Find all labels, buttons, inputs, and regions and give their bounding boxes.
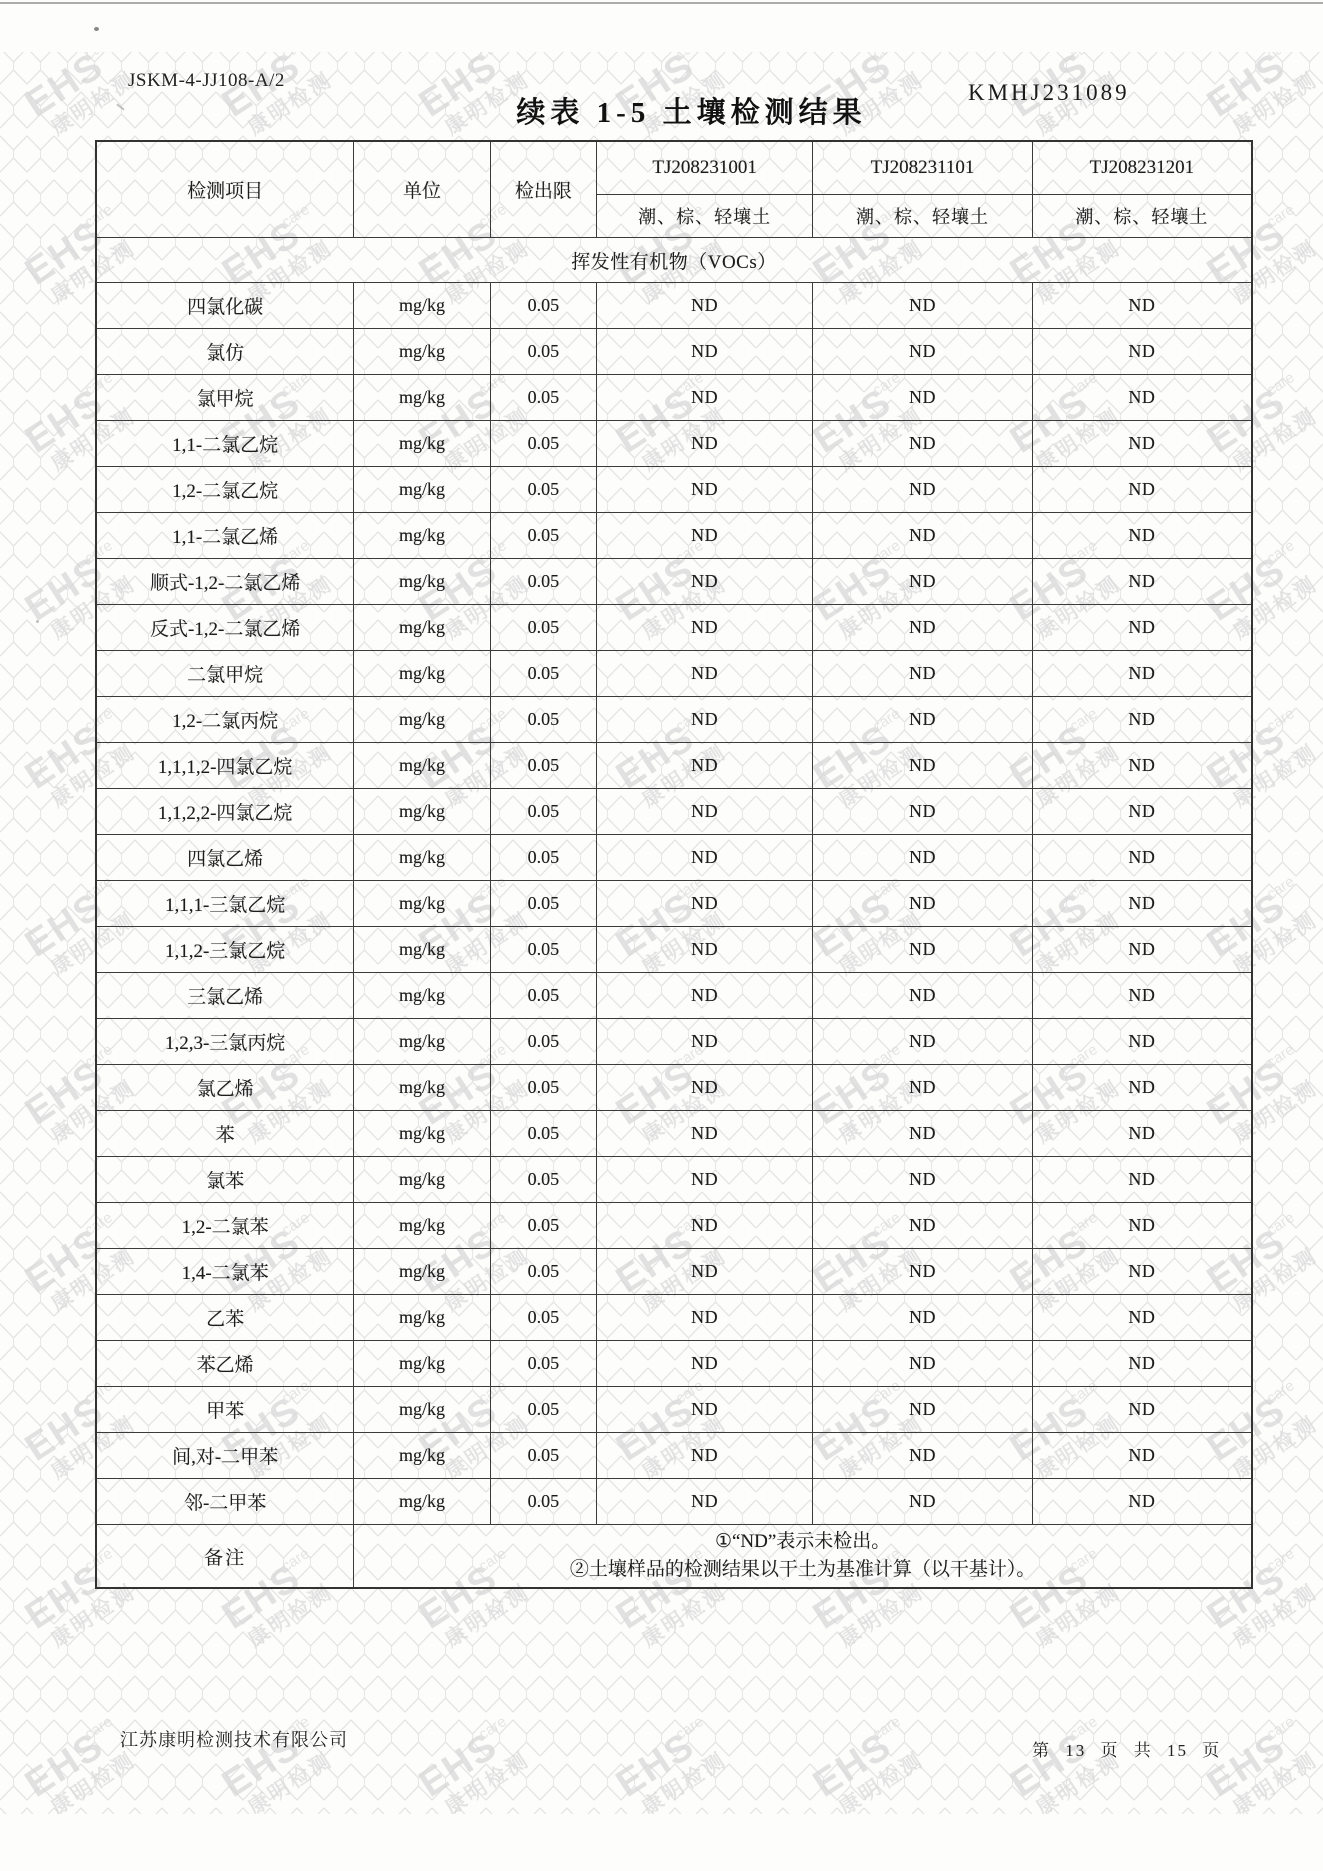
- cell-result-sample-3: ND: [1032, 1203, 1252, 1249]
- table-row: [96, 1341, 1252, 1387]
- cell-result-sample-1: ND: [597, 927, 813, 973]
- table-row: [96, 1157, 1252, 1203]
- cell-result-sample-2: ND: [813, 283, 1033, 329]
- cell-analyte-name: 1,1-二氯乙烯: [96, 513, 354, 559]
- cell-detection-limit: 0.05: [490, 1479, 596, 1525]
- cell-result-sample-3: ND: [1032, 283, 1252, 329]
- cell-result-sample-1: ND: [597, 1433, 813, 1479]
- table-row: [96, 697, 1252, 743]
- cell-result-sample-3: ND: [1032, 1341, 1252, 1387]
- cell-result-sample-1: ND: [597, 1479, 813, 1525]
- cell-unit: mg/kg: [354, 1479, 490, 1525]
- report-number: KMHJ231089: [968, 80, 1130, 105]
- cell-detection-limit: 0.05: [490, 651, 596, 697]
- cell-result-sample-1: ND: [597, 743, 813, 789]
- cell-result-sample-1: ND: [597, 1295, 813, 1341]
- cell-analyte-name: 1,1-二氯乙烷: [96, 421, 354, 467]
- cell-analyte-name: 1,1,1,2-四氯乙烷: [96, 743, 354, 789]
- cell-result-sample-1: ND: [597, 881, 813, 927]
- table-row: [96, 789, 1252, 835]
- cell-result-sample-1: ND: [597, 421, 813, 467]
- cell-unit: mg/kg: [354, 559, 490, 605]
- cell-detection-limit: 0.05: [490, 697, 596, 743]
- soil-test-results-table: [95, 140, 1253, 1589]
- table-row: [96, 1203, 1252, 1249]
- cell-result-sample-3: ND: [1032, 605, 1252, 651]
- cell-result-sample-2: ND: [813, 1479, 1033, 1525]
- cell-analyte-name: 苯乙烯: [96, 1341, 354, 1387]
- cell-detection-limit: 0.05: [490, 1157, 596, 1203]
- table-row: [96, 1065, 1252, 1111]
- cell-result-sample-2: ND: [813, 513, 1033, 559]
- cell-result-sample-2: ND: [813, 927, 1033, 973]
- cell-detection-limit: 0.05: [490, 467, 596, 513]
- cell-detection-limit: 0.05: [490, 1387, 596, 1433]
- cell-result-sample-1: ND: [597, 559, 813, 605]
- cell-result-sample-3: ND: [1032, 1065, 1252, 1111]
- cell-result-sample-3: ND: [1032, 789, 1252, 835]
- cell-analyte-name: 1,1,2-三氯乙烷: [96, 927, 354, 973]
- table-row: [96, 835, 1252, 881]
- cell-result-sample-3: ND: [1032, 881, 1252, 927]
- cell-result-sample-1: ND: [597, 605, 813, 651]
- cell-result-sample-3: ND: [1032, 1387, 1252, 1433]
- cell-detection-limit: 0.05: [490, 605, 596, 651]
- document-code: JSKM-4-JJ108-A/2: [128, 70, 285, 91]
- cell-result-sample-3: ND: [1032, 927, 1252, 973]
- cell-result-sample-2: ND: [813, 421, 1033, 467]
- table-row: [96, 651, 1252, 697]
- col-header-limit: 检出限: [490, 141, 596, 238]
- table-row: [96, 743, 1252, 789]
- cell-detection-limit: 0.05: [490, 421, 596, 467]
- cell-analyte-name: 1,1,2,2-四氯乙烷: [96, 789, 354, 835]
- table-row: [96, 1433, 1252, 1479]
- cell-analyte-name: 1,2-二氯乙烷: [96, 467, 354, 513]
- cell-result-sample-3: ND: [1032, 1479, 1252, 1525]
- cell-unit: mg/kg: [354, 743, 490, 789]
- cell-detection-limit: 0.05: [490, 513, 596, 559]
- cell-result-sample-2: ND: [813, 743, 1033, 789]
- cell-result-sample-1: ND: [597, 973, 813, 1019]
- col-header-sample-1-soil: 潮、棕、轻壤土: [597, 195, 813, 238]
- cell-analyte-name: 氯仿: [96, 329, 354, 375]
- cell-result-sample-3: ND: [1032, 513, 1252, 559]
- cell-unit: mg/kg: [354, 927, 490, 973]
- cell-analyte-name: 1,1,1-三氯乙烷: [96, 881, 354, 927]
- cell-result-sample-2: ND: [813, 605, 1033, 651]
- cell-result-sample-2: ND: [813, 1341, 1033, 1387]
- cell-result-sample-1: ND: [597, 697, 813, 743]
- remark-line-1: ①“ND”表示未检出。: [714, 1530, 891, 1552]
- header-row-samples: [96, 141, 1252, 195]
- cell-result-sample-2: ND: [813, 329, 1033, 375]
- cell-detection-limit: 0.05: [490, 1295, 596, 1341]
- cell-unit: mg/kg: [354, 421, 490, 467]
- col-header-sample-2-id: TJ208231101: [813, 141, 1033, 195]
- cell-result-sample-2: ND: [813, 375, 1033, 421]
- cell-result-sample-3: ND: [1032, 697, 1252, 743]
- cell-result-sample-3: ND: [1032, 1295, 1252, 1341]
- cell-unit: mg/kg: [354, 513, 490, 559]
- col-header-sample-2-soil: 潮、棕、轻壤土: [813, 195, 1033, 238]
- table-row: [96, 1111, 1252, 1157]
- cell-result-sample-3: ND: [1032, 651, 1252, 697]
- cell-unit: mg/kg: [354, 1387, 490, 1433]
- table-row: [96, 1249, 1252, 1295]
- cell-analyte-name: 乙苯: [96, 1295, 354, 1341]
- cell-analyte-name: 二氯甲烷: [96, 651, 354, 697]
- cell-result-sample-1: ND: [597, 1019, 813, 1065]
- cell-unit: mg/kg: [354, 605, 490, 651]
- cell-result-sample-3: ND: [1032, 1157, 1252, 1203]
- table-row: [96, 421, 1252, 467]
- cell-result-sample-1: ND: [597, 1065, 813, 1111]
- cell-result-sample-2: ND: [813, 1295, 1033, 1341]
- table-row: [96, 927, 1252, 973]
- remark-row: [96, 1525, 1252, 1589]
- cell-detection-limit: 0.05: [490, 1065, 596, 1111]
- cell-result-sample-2: ND: [813, 651, 1033, 697]
- cell-analyte-name: 甲苯: [96, 1387, 354, 1433]
- cell-unit: mg/kg: [354, 1249, 490, 1295]
- cell-result-sample-2: ND: [813, 1111, 1033, 1157]
- cell-result-sample-3: ND: [1032, 421, 1252, 467]
- cell-result-sample-3: ND: [1032, 375, 1252, 421]
- cell-result-sample-3: ND: [1032, 1111, 1252, 1157]
- cell-detection-limit: 0.05: [490, 329, 596, 375]
- cell-detection-limit: 0.05: [490, 789, 596, 835]
- cell-result-sample-3: ND: [1032, 329, 1252, 375]
- cell-unit: mg/kg: [354, 329, 490, 375]
- table-row: [96, 329, 1252, 375]
- cell-analyte-name: 三氯乙烯: [96, 973, 354, 1019]
- table-row: [96, 559, 1252, 605]
- cell-result-sample-1: ND: [597, 1203, 813, 1249]
- cell-analyte-name: 苯: [96, 1111, 354, 1157]
- cell-result-sample-1: ND: [597, 283, 813, 329]
- cell-analyte-name: 1,4-二氯苯: [96, 1249, 354, 1295]
- cell-detection-limit: 0.05: [490, 559, 596, 605]
- table-row: [96, 467, 1252, 513]
- section-header-row: [96, 238, 1252, 283]
- cell-result-sample-2: ND: [813, 1157, 1033, 1203]
- cell-result-sample-2: ND: [813, 697, 1033, 743]
- cell-unit: mg/kg: [354, 1295, 490, 1341]
- col-header-sample-3-soil: 潮、棕、轻壤土: [1032, 195, 1252, 238]
- remark-line-2: ②土壤样品的检测结果以干土为基准计算（以干基计）。: [569, 1559, 1036, 1580]
- cell-result-sample-2: ND: [813, 881, 1033, 927]
- table-row: [96, 973, 1252, 1019]
- cell-detection-limit: 0.05: [490, 1341, 596, 1387]
- cell-analyte-name: 氯苯: [96, 1157, 354, 1203]
- cell-detection-limit: 0.05: [490, 743, 596, 789]
- table-row: [96, 513, 1252, 559]
- scan-artifact: [36, 620, 39, 623]
- cell-result-sample-2: ND: [813, 1433, 1033, 1479]
- cell-result-sample-3: ND: [1032, 1249, 1252, 1295]
- cell-result-sample-1: ND: [597, 1249, 813, 1295]
- cell-unit: mg/kg: [354, 835, 490, 881]
- cell-analyte-name: 1,2-二氯苯: [96, 1203, 354, 1249]
- cell-detection-limit: 0.05: [490, 927, 596, 973]
- cell-analyte-name: 1,2-二氯丙烷: [96, 697, 354, 743]
- remark-content: [354, 1525, 1252, 1589]
- cell-unit: mg/kg: [354, 375, 490, 421]
- table-row: [96, 1019, 1252, 1065]
- col-header-sample-3-id: TJ208231201: [1032, 141, 1252, 195]
- cell-detection-limit: 0.05: [490, 835, 596, 881]
- cell-result-sample-1: ND: [597, 375, 813, 421]
- cell-unit: mg/kg: [354, 789, 490, 835]
- cell-unit: mg/kg: [354, 467, 490, 513]
- cell-unit: mg/kg: [354, 1019, 490, 1065]
- cell-result-sample-3: ND: [1032, 973, 1252, 1019]
- cell-analyte-name: 顺式-1,2-二氯乙烯: [96, 559, 354, 605]
- cell-detection-limit: 0.05: [490, 1433, 596, 1479]
- cell-result-sample-3: ND: [1032, 835, 1252, 881]
- table-row: [96, 881, 1252, 927]
- cell-result-sample-1: ND: [597, 467, 813, 513]
- cell-analyte-name: 邻-二甲苯: [96, 1479, 354, 1525]
- table-row: [96, 375, 1252, 421]
- cell-analyte-name: 四氯化碳: [96, 283, 354, 329]
- table-row: [96, 1387, 1252, 1433]
- cell-detection-limit: 0.05: [490, 881, 596, 927]
- table-row: [96, 283, 1252, 329]
- cell-analyte-name: 1,2,3-三氯丙烷: [96, 1019, 354, 1065]
- cell-result-sample-3: ND: [1032, 743, 1252, 789]
- cell-analyte-name: 四氯乙烯: [96, 835, 354, 881]
- footer-page-number: 第 13 页 共 15 页: [1032, 1741, 1222, 1760]
- table-row: [96, 605, 1252, 651]
- cell-result-sample-3: ND: [1032, 467, 1252, 513]
- cell-analyte-name: 间,对-二甲苯: [96, 1433, 354, 1479]
- cell-result-sample-2: ND: [813, 1203, 1033, 1249]
- cell-detection-limit: 0.05: [490, 283, 596, 329]
- cell-result-sample-1: ND: [597, 789, 813, 835]
- cell-unit: mg/kg: [354, 283, 490, 329]
- scan-artifact: [94, 27, 99, 31]
- cell-unit: mg/kg: [354, 1203, 490, 1249]
- cell-detection-limit: 0.05: [490, 1111, 596, 1157]
- remark-label: 备注: [96, 1525, 354, 1589]
- cell-result-sample-2: ND: [813, 835, 1033, 881]
- cell-result-sample-2: ND: [813, 467, 1033, 513]
- col-header-item: 检测项目: [96, 141, 354, 238]
- cell-unit: mg/kg: [354, 1341, 490, 1387]
- table-row: [96, 1479, 1252, 1525]
- cell-result-sample-2: ND: [813, 789, 1033, 835]
- cell-result-sample-3: ND: [1032, 559, 1252, 605]
- cell-result-sample-1: ND: [597, 1111, 813, 1157]
- cell-result-sample-1: ND: [597, 651, 813, 697]
- cell-unit: mg/kg: [354, 697, 490, 743]
- section-header-vocs: 挥发性有机物（VOCs）: [96, 238, 1252, 283]
- cell-result-sample-3: ND: [1032, 1019, 1252, 1065]
- cell-unit: mg/kg: [354, 973, 490, 1019]
- cell-detection-limit: 0.05: [490, 1203, 596, 1249]
- cell-result-sample-1: ND: [597, 1387, 813, 1433]
- cell-analyte-name: 反式-1,2-二氯乙烯: [96, 605, 354, 651]
- cell-unit: mg/kg: [354, 1065, 490, 1111]
- cell-result-sample-2: ND: [813, 559, 1033, 605]
- col-header-unit: 单位: [354, 141, 490, 238]
- cell-detection-limit: 0.05: [490, 973, 596, 1019]
- cell-analyte-name: 氯甲烷: [96, 375, 354, 421]
- cell-unit: mg/kg: [354, 1433, 490, 1479]
- table-row: [96, 1295, 1252, 1341]
- cell-result-sample-2: ND: [813, 1019, 1033, 1065]
- cell-result-sample-2: ND: [813, 1387, 1033, 1433]
- cell-detection-limit: 0.05: [490, 375, 596, 421]
- cell-unit: mg/kg: [354, 1111, 490, 1157]
- cell-result-sample-1: ND: [597, 835, 813, 881]
- cell-unit: mg/kg: [354, 881, 490, 927]
- cell-result-sample-2: ND: [813, 1065, 1033, 1111]
- cell-result-sample-3: ND: [1032, 1433, 1252, 1479]
- cell-detection-limit: 0.05: [490, 1249, 596, 1295]
- cell-result-sample-1: ND: [597, 329, 813, 375]
- cell-result-sample-1: ND: [597, 1341, 813, 1387]
- col-header-sample-1-id: TJ208231001: [597, 141, 813, 195]
- cell-result-sample-2: ND: [813, 1249, 1033, 1295]
- scan-artifact: [0, 2, 1323, 4]
- table-title: 续表 1-5 土壤检测结果: [516, 97, 867, 129]
- cell-result-sample-2: ND: [813, 973, 1033, 1019]
- cell-result-sample-1: ND: [597, 513, 813, 559]
- cell-detection-limit: 0.05: [490, 1019, 596, 1065]
- cell-unit: mg/kg: [354, 651, 490, 697]
- footer-company-name: 江苏康明检测技术有限公司: [120, 1730, 348, 1750]
- cell-analyte-name: 氯乙烯: [96, 1065, 354, 1111]
- cell-unit: mg/kg: [354, 1157, 490, 1203]
- cell-result-sample-1: ND: [597, 1157, 813, 1203]
